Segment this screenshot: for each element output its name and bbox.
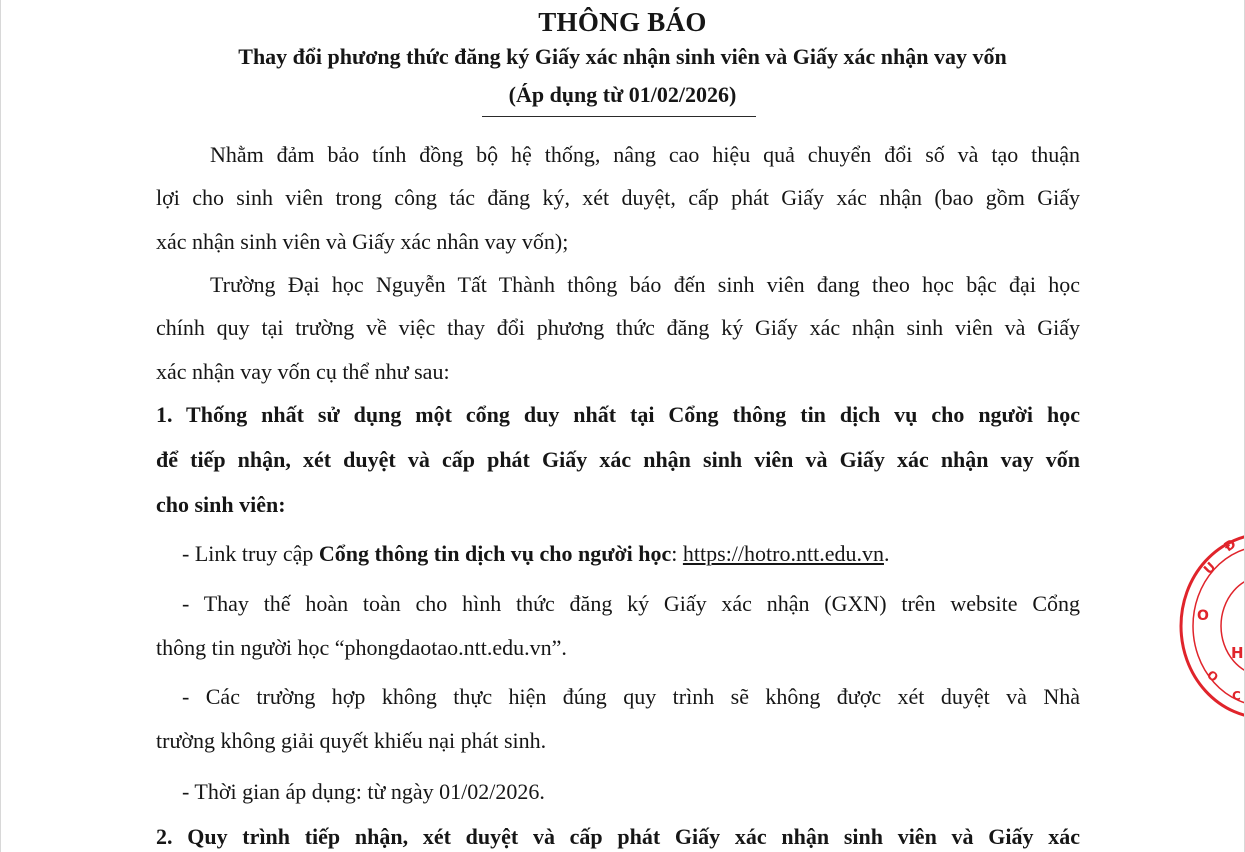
bullet-text: - Link truy cập (182, 541, 319, 566)
official-seal-stamp (1179, 528, 1245, 724)
bullet-item: - Các trường hợp không thực hiện đúng quy trình sẽ không được xét duyệt và Nhà (182, 684, 1080, 709)
seal-letter: C (1232, 689, 1241, 703)
paragraph-line: lợi cho sinh viên trong công tác đăng ký, xét duyệt, cấp phát Giấy xác nhận (bao gồm Giấy (156, 185, 1080, 210)
paragraph-line: xác nhận sinh viên và Giấy xác nhân vay vốn); (156, 229, 569, 254)
title-underline (482, 116, 756, 117)
paragraph-line: xác nhận vay vốn cụ thể như sau: (156, 359, 450, 384)
paragraph-line: Trường Đại học Nguyễn Tất Thành thông báo đến sinh viên đang theo học bậc đại học (210, 272, 1080, 297)
seal-letter: O (1197, 608, 1209, 624)
bullet-item: - Thay thế hoàn toàn cho hình thức đăng ký Giấy xác nhận (GXN) trên website Cổng (182, 591, 1080, 616)
seal-letter: Đ (1221, 536, 1240, 556)
paragraph-line: chính quy tại trường về việc thay đổi phương thức đăng ký Giấy xác nhận sinh viên và Giấy (156, 315, 1080, 340)
seal-letter: O (1204, 667, 1221, 685)
bullet-item: - Thời gian áp dụng: từ ngày 01/02/2026. (182, 779, 545, 804)
paragraph-line: Nhằm đảm bảo tính đồng bộ hệ thống, nâng cao hiệu quả chuyển đổi số và tạo thuận (210, 142, 1080, 167)
section-heading: 1. Thống nhất sử dụng một cổng duy nhất tại Cổng thông tin dịch vụ cho người học (156, 402, 1080, 427)
bullet-item (182, 540, 1080, 568)
bullet-item: thông tin người học “phongdaotao.ntt.edu.vn”. (156, 635, 567, 660)
portal-link[interactable]: https://hotro.ntt.edu.vn (682, 541, 884, 566)
bullet-text: : (671, 541, 683, 566)
bullet-text: . (883, 541, 890, 566)
notice-title: THÔNG BÁO (538, 7, 707, 37)
bullet-item: trường không giải quyết khiếu nại phát sinh. (156, 728, 547, 753)
portal-name: Cổng thông tin dịch vụ cho người học (318, 541, 672, 566)
section-heading: 2. Quy trình tiếp nhận, xét duyệt và cấp phát Giấy xác nhận sinh viên và Giấy xác (156, 824, 1080, 849)
section-heading: để tiếp nhận, xét duyệt và cấp phát Giấy xác nhận sinh viên và Giấy xác nhận vay vốn (156, 447, 1080, 472)
seal-letter: U (1201, 559, 1220, 578)
applied-date: (Áp dụng từ 01/02/2026) (508, 82, 737, 107)
notice-subtitle: Thay đổi phương thức đăng ký Giấy xác nhận sinh viên và Giấy xác nhận vay vốn (238, 44, 1007, 69)
section-heading: cho sinh viên: (156, 492, 286, 517)
seal-letter: H (1231, 644, 1244, 662)
